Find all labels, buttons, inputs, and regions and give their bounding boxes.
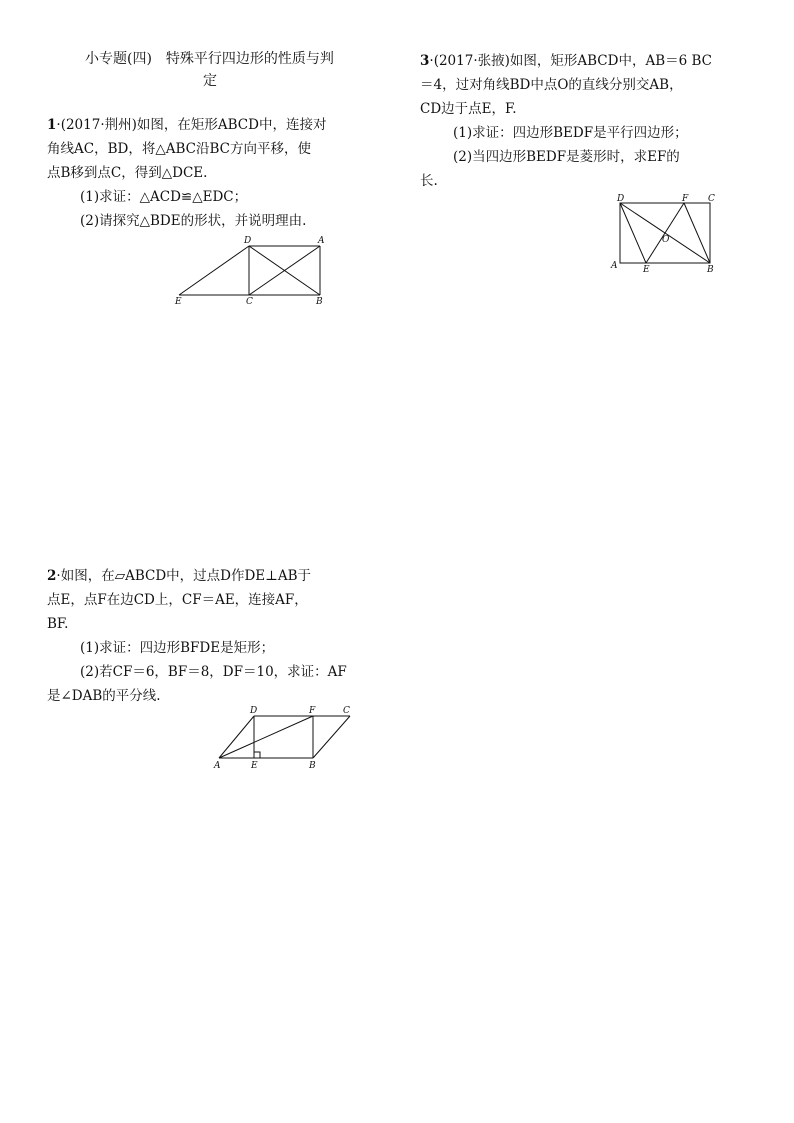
page-title xyxy=(85,48,385,92)
label-b: B xyxy=(316,297,323,307)
segment-ef xyxy=(646,203,684,263)
segment-ad xyxy=(219,716,254,758)
right-angle-mark xyxy=(254,752,260,758)
problem-3-diagram xyxy=(608,193,728,275)
problem-3 xyxy=(420,49,750,193)
problem-3-line3: CD边于点E，F. xyxy=(420,101,517,117)
label-a: A xyxy=(214,761,221,771)
problem-2-question-2b: 是∠DAB的平分线. xyxy=(47,688,161,704)
problem-1-question-2: (2)请探究△BDE的形状，并说明理由. xyxy=(80,213,307,229)
label-c: C xyxy=(343,706,350,716)
label-d: D xyxy=(250,706,258,716)
problem-3-question-1: (1)求证：四边形BEDF是平行四边形； xyxy=(453,125,688,141)
label-c: C xyxy=(246,297,253,307)
problem-2-line2: 点E，点F在边CD上，CF＝AE，连接AF， xyxy=(47,592,308,608)
label-b: B xyxy=(707,265,714,275)
label-b: B xyxy=(309,761,316,771)
problem-1-figure xyxy=(170,236,340,312)
label-o: O xyxy=(662,235,670,245)
segment-bc xyxy=(313,716,350,758)
problem-3-question-2a: (2)当四边形BEDF是菱形时，求EF的 xyxy=(453,149,680,165)
problem-1-number: 1 xyxy=(47,117,57,133)
label-e: E xyxy=(175,297,182,307)
problem-2-line3: BF. xyxy=(47,616,69,632)
label-d: D xyxy=(244,236,252,246)
page-title-line1: 小专题(四) 特殊平行四边形的性质与判 xyxy=(85,51,334,67)
segment-af xyxy=(219,716,313,758)
label-f: F xyxy=(682,194,689,204)
problem-2 xyxy=(47,564,387,708)
problem-3-question-2b: 长. xyxy=(420,173,438,189)
problem-3-number: 3 xyxy=(420,53,430,69)
problem-1-line1: ·(2017·荆州)如图，在矩形ABCD中，连接对 xyxy=(56,117,327,133)
problem-3-line2: ＝4，过对角线BD中点O的直线分别交AB， xyxy=(420,77,683,93)
problem-2-question-2a: (2)若CF＝6，BF＝8，DF＝10，求证：AF xyxy=(80,664,347,680)
label-d: D xyxy=(617,194,625,204)
problem-1-diagram xyxy=(170,236,340,308)
label-e: E xyxy=(251,761,258,771)
label-a: A xyxy=(611,261,618,271)
problem-2-question-1: (1)求证：四边形BFDE是矩形； xyxy=(80,640,275,656)
label-a: A xyxy=(318,236,325,246)
problem-2-figure xyxy=(210,704,370,780)
problem-3-figure xyxy=(608,193,728,279)
label-c: C xyxy=(708,194,715,204)
page-title-line2: 定 xyxy=(203,73,217,89)
label-f: F xyxy=(309,706,316,716)
segment-ed xyxy=(179,246,249,295)
label-e: E xyxy=(643,265,650,275)
problem-2-number: 2 xyxy=(47,568,57,584)
problem-1-question-1: (1)求证：△ACD≌△EDC； xyxy=(80,189,248,205)
problem-1 xyxy=(47,113,387,233)
problem-1-line3: 点B移到点C，得到△DCE. xyxy=(47,165,208,181)
problem-1-line2: 角线AC，BD，将△ABC沿BC方向平移，使 xyxy=(47,141,311,157)
problem-2-line1: ·如图，在▱ABCD中，过点D作DE⊥AB于 xyxy=(56,568,312,584)
problem-2-diagram xyxy=(210,704,370,776)
problem-3-line1: ·(2017·张掖)如图，矩形ABCD中，AB＝6 BC xyxy=(429,53,713,69)
